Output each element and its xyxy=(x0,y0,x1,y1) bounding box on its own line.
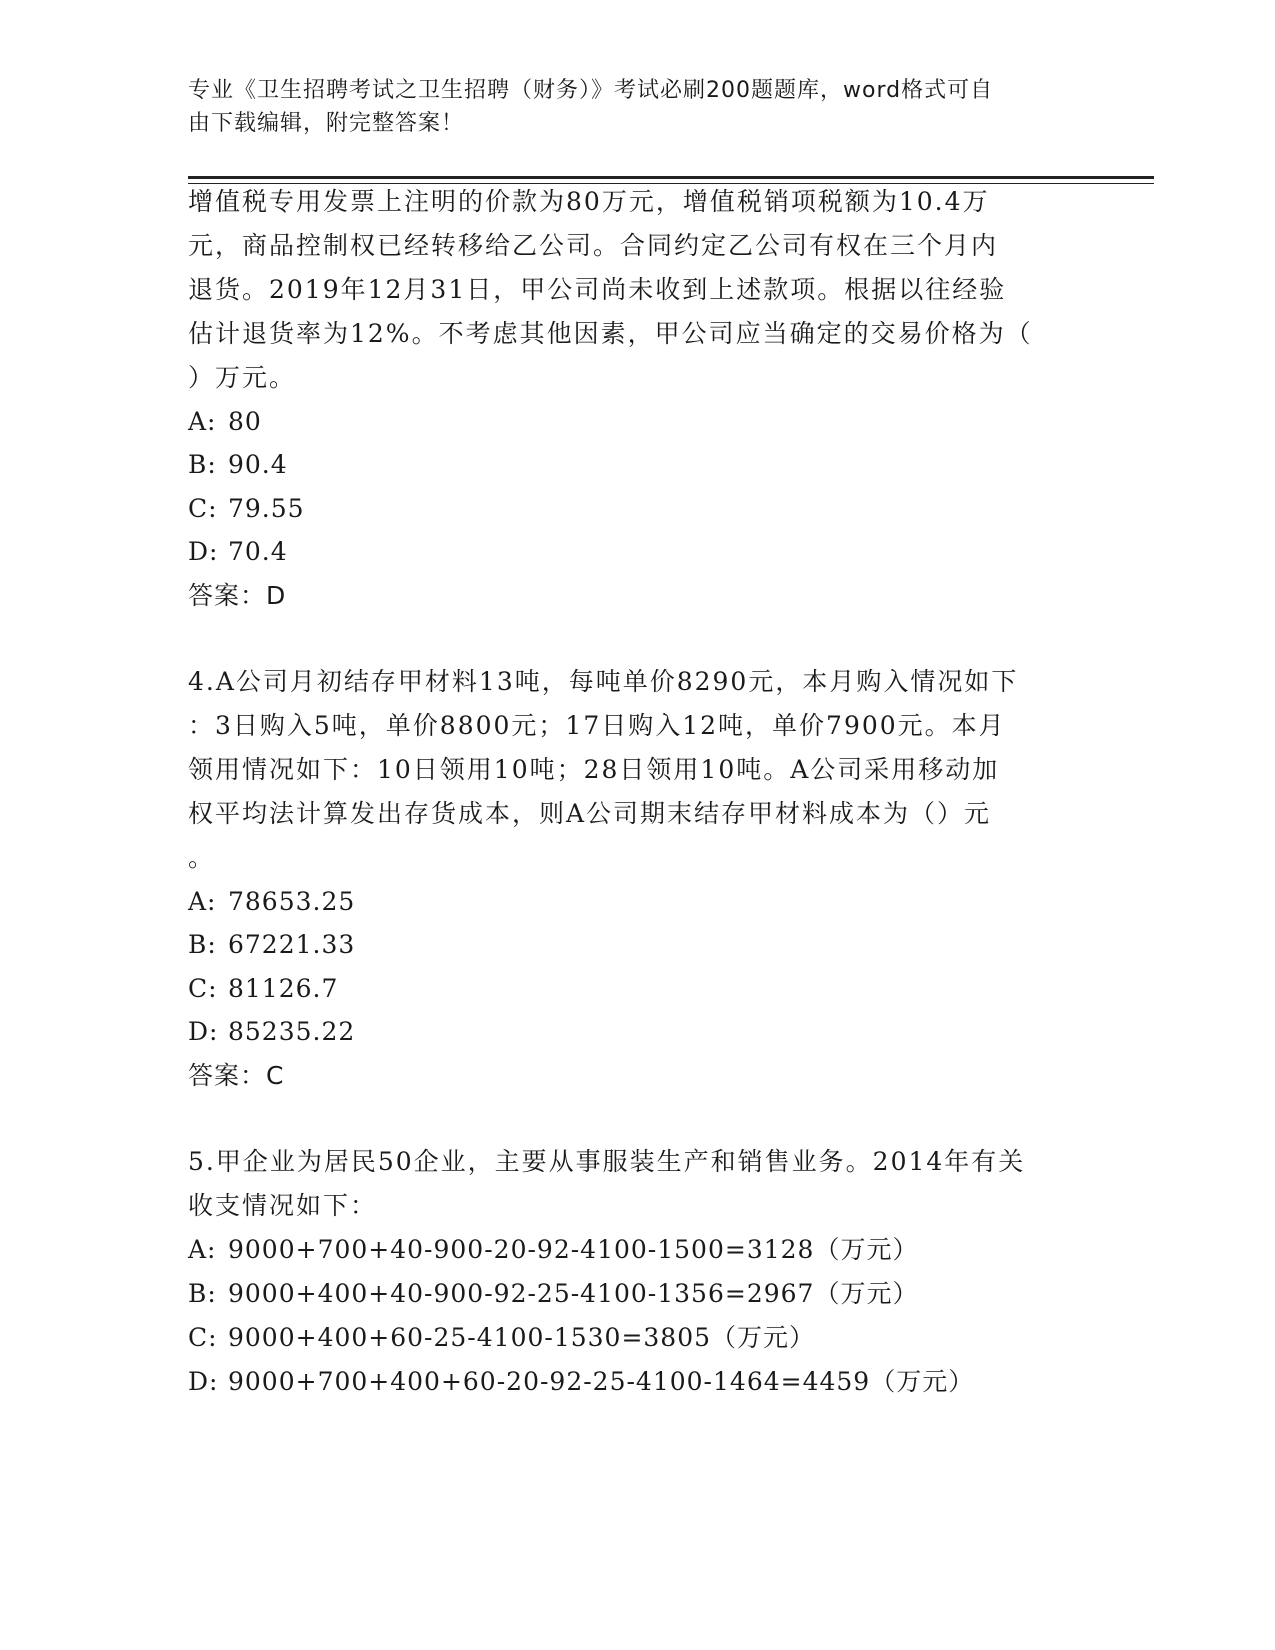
question-5-option-a xyxy=(188,1230,918,1270)
option-text: 9000+400+60-25-4100-1530=3805（万元） xyxy=(228,1323,816,1352)
question-4-line-3: 领用情况如下：10日领用10吨；28日领用10吨。A公司采用移动加 xyxy=(188,755,1000,784)
question-3-answer: 答案：D xyxy=(188,581,287,610)
question-3-option-b xyxy=(188,445,288,485)
question-4-option-d xyxy=(188,1012,355,1052)
question-5-option-c xyxy=(188,1318,815,1358)
question-5-line-2: 收支情况如下： xyxy=(188,1191,378,1220)
document-header xyxy=(188,74,1088,140)
question-4-line-1: 4.A公司月初结存甲材料13吨，每吨单价8290元，本月购入情况如下 xyxy=(188,667,1019,696)
option-key: B: xyxy=(188,1279,217,1308)
option-text: 85235.22 xyxy=(228,1017,356,1046)
option-key: A: xyxy=(188,1235,217,1264)
option-text: 9000+700+400+60-20-92-25-4100-1464=4459（万元） xyxy=(228,1367,975,1396)
question-3-option-a xyxy=(188,402,262,442)
option-text: 79.55 xyxy=(228,494,305,523)
option-key: A: xyxy=(188,407,217,436)
option-text: 9000+700+40-900-20-92-4100-1500=3128（万元） xyxy=(228,1235,919,1264)
option-text: 81126.7 xyxy=(228,974,339,1003)
question-4-line-5: 。 xyxy=(188,843,216,872)
question-3-option-c xyxy=(188,489,305,529)
question-3-line-5: ）万元。 xyxy=(188,363,297,392)
question-3-line-3: 退货。2019年12月31日，甲公司尚未收到上述款项。根据以往经验 xyxy=(188,275,1007,304)
option-key: D: xyxy=(188,537,219,566)
option-text: 78653.25 xyxy=(228,887,356,916)
question-5-option-b xyxy=(188,1274,918,1314)
option-key: C: xyxy=(188,1323,218,1352)
header-line-2: 由下载编辑，附完整答案！ xyxy=(188,111,465,136)
option-key: D: xyxy=(188,1367,219,1396)
option-key: A: xyxy=(188,887,217,916)
option-key: C: xyxy=(188,974,218,1003)
question-5-line-1: 5.甲企业为居民50企业，主要从事服装生产和销售业务。2014年有关 xyxy=(188,1147,1026,1176)
question-4-answer: 答案：C xyxy=(188,1061,285,1090)
option-key: C: xyxy=(188,494,218,523)
option-text: 70.4 xyxy=(228,537,288,566)
option-key: D: xyxy=(188,1017,219,1046)
question-4-option-a xyxy=(188,882,355,922)
question-4-line-2: ：3日购入5吨，单价8800元；17日购入12吨，单价7900元。本月 xyxy=(188,711,1006,740)
option-key: B: xyxy=(188,450,217,479)
option-text: 67221.33 xyxy=(228,930,356,959)
header-line-1: 专业《卫生招聘考试之卫生招聘（财务）》考试必刷200题题库，word格式可自 xyxy=(188,78,994,103)
header-divider-thick xyxy=(188,176,1154,179)
question-3-option-d xyxy=(188,532,288,572)
option-text: 90.4 xyxy=(228,450,288,479)
question-3-line-4: 估计退货率为12%。不考虑其他因素，甲公司应当确定的交易价格为（ xyxy=(188,319,1033,348)
option-text: 9000+400+40-900-92-25-4100-1356=2967（万元） xyxy=(228,1279,919,1308)
question-4-line-4: 权平均法计算发出存货成本，则A公司期末结存甲材料成本为（）元 xyxy=(188,799,992,828)
option-text: 80 xyxy=(228,407,262,436)
question-3-line-1: 增值税专用发票上注明的价款为80万元，增值税销项税额为10.4万 xyxy=(188,187,990,216)
question-4-option-c xyxy=(188,969,338,1009)
question-3-line-2: 元，商品控制权已经转移给乙公司。合同约定乙公司有权在三个月内 xyxy=(188,231,999,260)
option-key: B: xyxy=(188,930,217,959)
question-5-option-d xyxy=(188,1362,974,1402)
question-4-option-b xyxy=(188,925,355,965)
